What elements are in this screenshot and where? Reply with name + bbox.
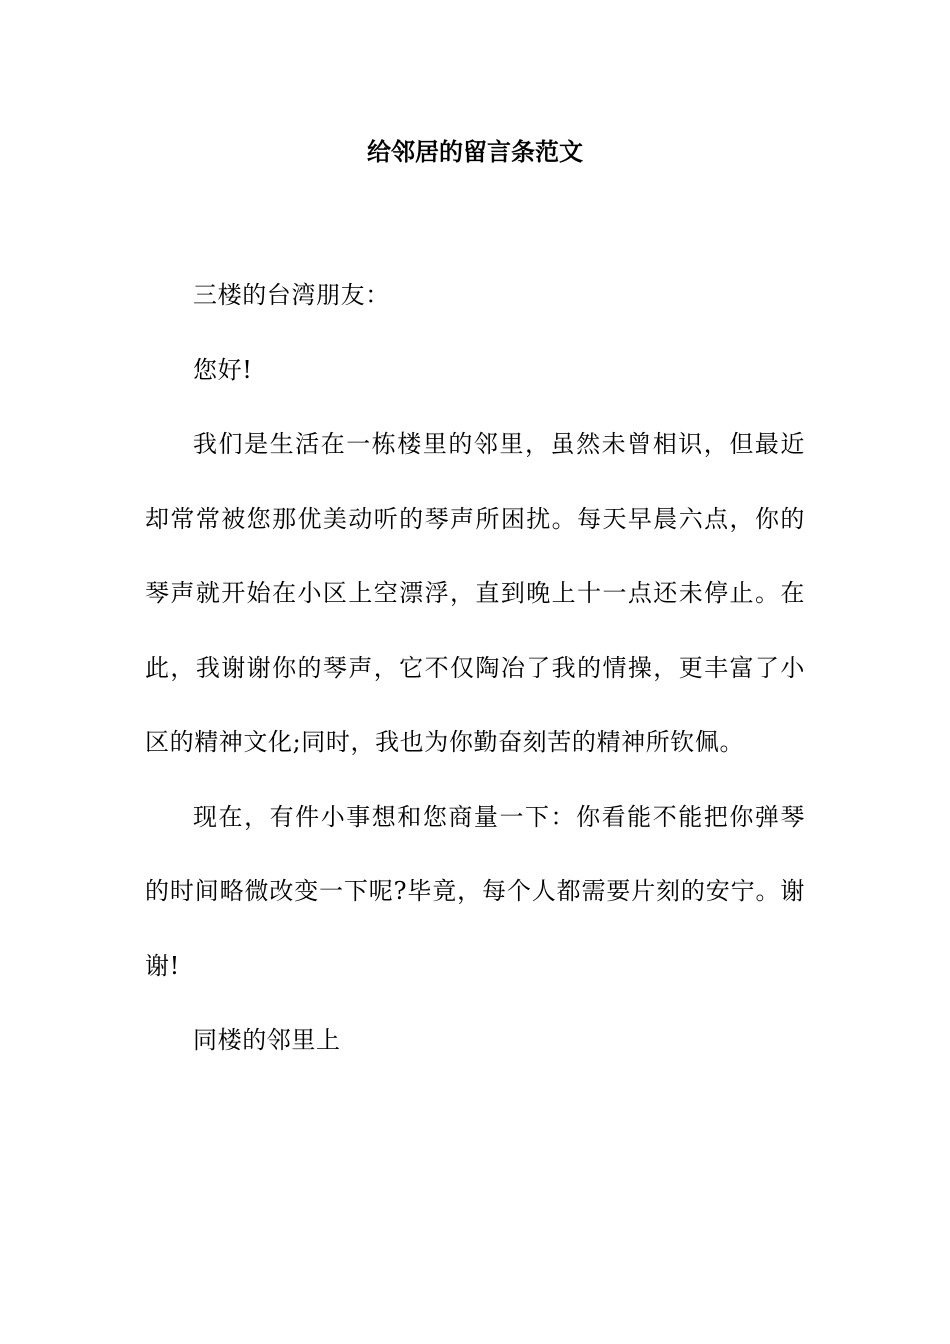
greeting: 您好!	[193, 355, 253, 384]
signature: 同楼的邻里上	[193, 1026, 341, 1054]
document-title: 给邻居的留言条范文	[367, 137, 583, 166]
request-paragraph: 现在，有件小事想和您商量一下：你看能不能把你弹琴的时间略微改变一下呢?毕竟，每个人都需要片刻的安宁。谢谢!	[145, 802, 805, 980]
document-body	[145, 258, 805, 1078]
salutation: 三楼的台湾朋友：	[193, 281, 390, 309]
body-paragraph: 我们是生活在一栋楼里的邻里，虽然未曾相识，但最近却常常被您那优美动听的琴声所困扰。每天早晨六点，你的琴声就开始在小区上空漂浮，直到晚上十一点还未停止。在此，我谢谢你的琴声，它不仅陶冶了我的情操，更丰富了小区的精神文化;同时，我也为你勤奋刻苦的精神所钦佩。	[145, 430, 805, 756]
